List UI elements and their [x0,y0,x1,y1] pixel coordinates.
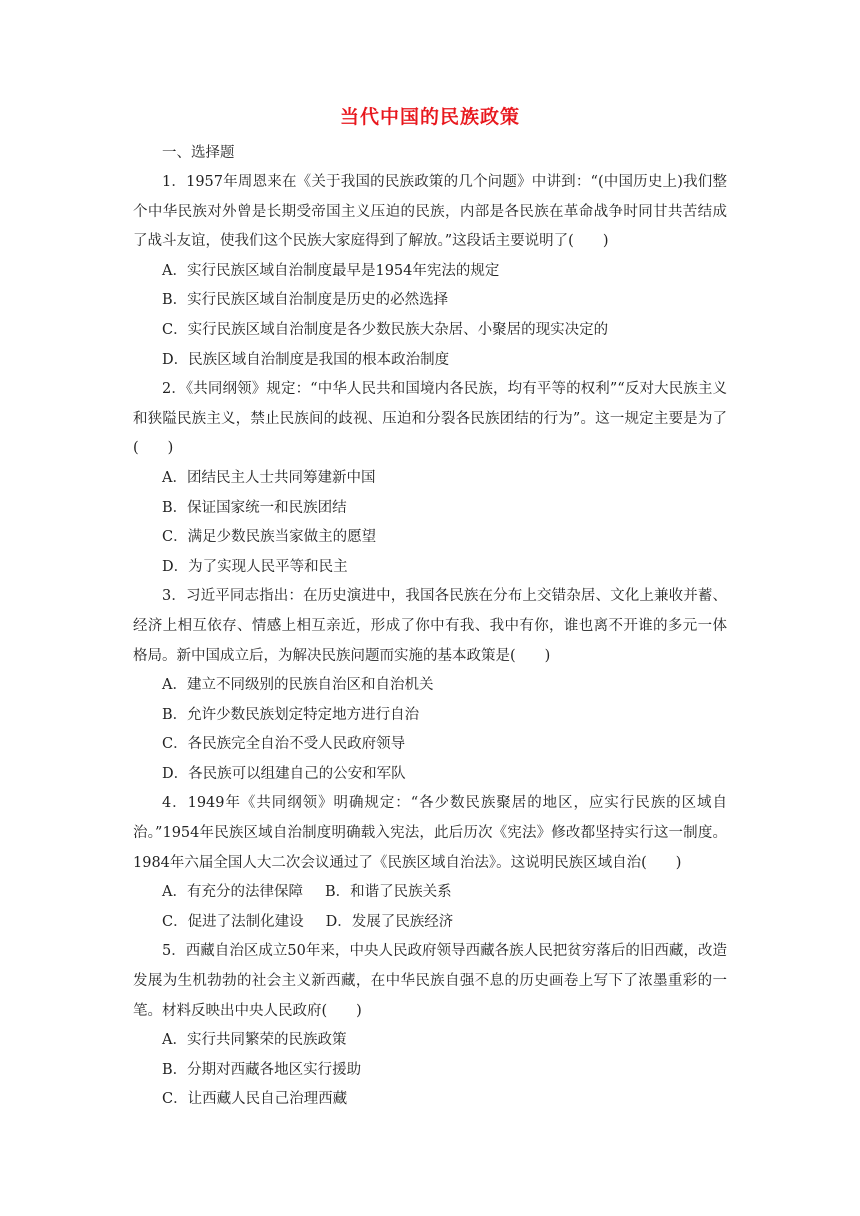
option-d: D．各民族可以组建自己的公安和军队 [162,765,406,782]
option-a: A．实行民族区域自治制度最早是1954年宪法的规定 [162,262,500,279]
question-5 [133,937,727,1115]
document-title: 当代中国的民族政策 [339,106,520,128]
option-a: A．有充分的法律保障 [162,884,303,901]
option-a: A．团结民主人士共同筹建新中国 [162,469,376,486]
option-b: B．实行民族区域自治制度是历史的必然选择 [162,292,449,309]
question-stem: 2．《共同纲领》规定：“中华人民共和国境内各民族，均有平等的权利”“反对大民族主义和狭隘民族主义，禁止民族间的歧视、压迫和分裂各民族团结的行为”。这一规定主要是为了( ) [133,381,727,457]
question-3 [133,582,727,789]
question-list [133,168,727,1115]
option-b: B．和谐了民族关系 [324,884,452,901]
section-heading: 一、选择题 [162,145,235,161]
question-stem: 3．习近平同志指出：在历史演进中，我国各民族在分布上交错杂居、文化上兼收并蓄、经济上相互依存、情感上相互亲近，形成了你中有我、我中有你，谁也离不开谁的多元一体格局。新中国成立后，为解决民族问题而实施的基本政策是( ) [133,588,727,664]
question-stem: 5．西藏自治区成立50年来，中央人民政府领导西藏各族人民把贫穷落后的旧西藏，改造发展为生机勃勃的社会主义新西藏，在中华民族自强不息的历史画卷上写下了浓墨重彩的一笔。材料反映出中央人民政府( ) [133,943,727,1019]
option-row [133,878,727,908]
option-c: C．各民族完全自治不受人民政府领导 [162,736,406,753]
option-row [133,908,727,938]
option-a: A．建立不同级别的民族自治区和自治机关 [162,677,434,694]
option-d: D．民族区域自治制度是我国的根本政治制度 [162,351,450,368]
option-d: D．为了实现人民平等和民主 [162,558,348,575]
option-d: D．发展了民族经济 [325,913,454,930]
option-c: C．实行民族区域自治制度是各少数民族大杂居、小聚居的现实决定的 [162,321,609,338]
option-c: C．让西藏人民自己治理西藏 [162,1091,348,1108]
option-b: B．分期对西藏各地区实行援助 [162,1061,362,1078]
option-b: B．允许少数民族划定特定地方进行自治 [162,706,420,723]
question-4 [133,789,727,937]
option-c: C．满足少数民族当家做主的愿望 [162,529,377,546]
option-b: B．保证国家统一和民族团结 [162,499,347,516]
option-a: A．实行共同繁荣的民族政策 [162,1032,347,1049]
option-c: C．促进了法制化建设 [162,913,304,930]
question-2 [133,375,727,582]
question-stem: 4．1949年《共同纲领》明确规定：“各少数民族聚居的地区，应实行民族的区域自治。”1954年民族区域自治制度明确载入宪法，此后历次《宪法》修改都坚持实行这一制度。1984年六届全国人大二次会议通过了《民族区域自治法》。这说明民族区域自治( ) [133,795,727,871]
question-stem: 1．1957年周恩来在《关于我国的民族政策的几个问题》中讲到：“(中国历史上)我们整个中华民族对外曾是长期受帝国主义压迫的民族，内部是各民族在革命战争时同甘共苦结成了战斗友谊，使我们这个民族大家庭得到了解放。”这段话主要说明了( ) [133,174,727,250]
question-1 [133,168,727,375]
